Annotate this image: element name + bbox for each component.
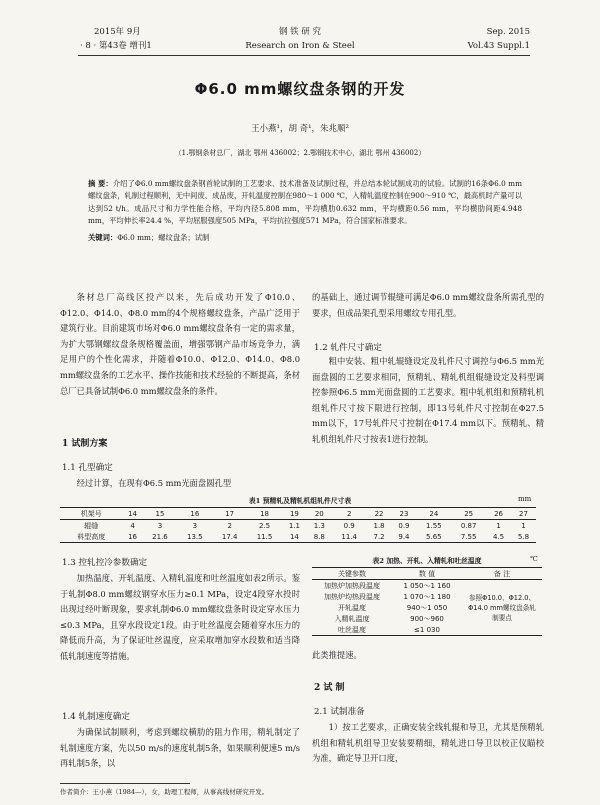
table1-header-cell: 25 [451,508,486,520]
table1-cell: 4.5 [486,531,511,543]
table1-header-cell: 14 [123,508,143,520]
table1-cell: 13.5 [177,531,212,543]
footnote: 作者简介：王小燕（1984—），女，助理工程师，从事高线材研究开发。 [60,788,269,796]
table-row [60,531,536,543]
table2-caption: 表2 加热、开轧、入精轧和吐丝温度 [372,557,482,565]
footnote-rule [60,783,190,784]
table1-unit: mm [518,495,532,503]
right-col-text1: 的基础上，通过调节辊缝可满足Φ6.0 mm螺纹盘条所需孔型的要求，但成品架孔型采用螺纹专用孔型。 [312,292,544,318]
table1-cell: 11.4 [332,531,367,543]
table2-cell: 900～960 [410,614,444,623]
table1-header-cell: 23 [392,508,417,520]
section-1-4-text: 为确保试制顺利，考虑到螺纹横肋的阻力作用，精轧制定了轧制速度方案，先以50 m/s的速度轧制5条，如果顺利便速5 m/s再轧制5条，以 [60,727,300,769]
table-row [312,580,542,592]
section-2-1-text: 1）按工艺要求，正确安装全线轧辊和导卫，尤其是预精轧机组和精轧机组导卫安装要精细，精轧进口导卫以校正仪瞄校为准，确定导卫开口度， [312,722,544,764]
abstract [88,178,522,228]
table1-caption: 表1 预精轧及精轧机组轧件尺寸表 [248,497,352,505]
paper-title: Φ6.0 mm螺纹盘条钢的开发 [194,80,406,98]
authors: 王小燕¹，胡 奇¹，朱兆顺² [251,124,349,134]
table1-header-cell: 19 [282,508,307,520]
header-date-en: Sep. 2015 [486,27,530,37]
table2 [312,567,542,636]
table1-header-cell: 机架号 [60,508,123,520]
table1-cell: 0.9 [343,521,355,530]
header-rule [78,55,530,56]
table2-cell: 1 070～1 180 [403,592,451,601]
table2-cell: 加热炉加热段温度 [324,581,380,590]
section-1-3-text: 加热温度、开轧温度、入精轧温度和吐丝温度如表2所示。鉴于轧制Φ8.0 mm螺纹钢穿水压力≥0.1 MPa，设定4段穿水投时出现过经叶断现象，要求轧制Φ6.0 mm螺纹盘条时设定穿水压力≤0.3 MPa，且穿水段设定1段。由于吐丝温度会随着穿水压力的降低而升高，为了保证吐丝温度，应采取增加穿水段数和适当降低轧制速度等措施。 [60,573,300,661]
table1-cell: 7.2 [367,531,392,543]
table1-cell: 17.4 [212,531,247,543]
table1-header-cell: 17 [212,508,247,520]
table1-cell: 1 [521,521,526,530]
table1-header-cell: 2 [332,508,367,520]
table2-cell: 吐丝温度 [312,624,392,636]
section-1-heading: 1 试制方案 [62,439,108,449]
table1-header-cell: 18 [247,508,282,520]
header-journal-en: Research on Iron & Steel [245,41,355,51]
table1 [60,507,536,543]
header-volume-cn: · 8 · 第43卷 增刊1 [80,41,152,51]
abstract-label: 摘 要： [88,179,113,188]
table1-cell: 0.87 [460,521,477,530]
section-1-2-heading: 1.2 轧件尺寸确定 [314,343,382,353]
table1-cell: 16 [123,531,143,543]
table1-cell: 1 [496,521,501,530]
table1-header-cell: 16 [177,508,212,520]
keywords-text: Φ6.0 mm；螺纹盘条；试制 [117,233,210,242]
table1-header-cell: 26 [486,508,511,520]
section-2-heading: 2 试 制 [314,683,345,693]
table2-header-cell: 数 值 [392,568,462,580]
section-1-2-text: 粗中安装、粗中轧辊缝设定及轧件尺寸调控与Φ6.5 mm光面盘圆的工艺要求相同，预精轧、精轧机组辊缝设定及料型调控参照Φ6.5 mm光面盘圆的工艺要求。粗中轧机组和预精轧机组轧件尺寸按下限进行控制，即13号轧件尺寸控制在Φ27.5 mm以下，17号轧件尺寸控制在Φ17.4 mm以下。预精轧、精轧机组轧件尺寸按表1进行控制。 [312,356,544,444]
intro-paragraph [60,290,300,399]
table1-cell: 1.1 [288,521,300,530]
table1-header-cell: 24 [416,508,451,520]
table2-cell: 1 050～1 160 [403,581,451,590]
table1-header-row [60,508,536,520]
table1-header-cell: 20 [307,508,332,520]
header-date: 2015年 9月 [94,27,141,37]
table1-header-cell: 22 [367,508,392,520]
table1-cell: 9.4 [392,531,417,543]
table1-cell: 8.8 [307,531,332,543]
table1-cell: 1.3 [313,521,325,530]
section-1-1-text: 经过计算，在现有Φ6.5 mm光面盘圆孔型 [76,478,232,488]
table1-cell: 11.5 [247,531,282,543]
table1-cell: 料型高度 [60,531,123,543]
table1-cell: 1.8 [373,521,385,530]
table1-cell: 辊缝 [84,521,99,530]
table1-cell: 3 [192,521,198,530]
table2-unit: ℃ [530,555,538,563]
table1-cell: 5.8 [511,531,536,543]
table1-cell: 2 [227,521,232,530]
table1-cell: 21.6 [143,531,178,543]
header-volume-en: Vol.43 Suppl.1 [467,41,530,51]
table1-cell: 7.55 [451,531,486,543]
keywords [88,233,522,243]
table1-cell: 3 [157,521,163,530]
table2-header-cell: 备 注 [462,568,542,580]
table-row [60,520,536,532]
table2-header-cell: 关键参数 [312,568,392,580]
table2-note: 参照Φ10.0、Φ12.0、Φ14.0 mm螺纹盘条轧制要点 [462,580,542,636]
table2-cell: 入精轧温度 [334,614,370,623]
section-1-3-heading: 1.3 控轧控冷参数确定 [62,558,148,568]
table1-header-cell: 27 [511,508,536,520]
intro-text: 条材总厂高线区投产以来，先后成功开发了Φ10.0、Φ12.0、Φ14.0、Φ8.0 mm的4个规格螺纹盘条，产品广泛用于建筑行业。目前建筑市场对Φ6.0 mm螺纹盘条有一定的需求量，为扩大鄂钢螺纹盘条规格覆盖面，增强鄂钢产品市场竞争力，满足用户的个性化需求，并随着Φ10.0、Φ12.0、Φ14.0、Φ8.0 mm螺纹盘条的工艺水平、操作技能和技术经验的不断提高，条材总厂已具备试制Φ6.0 mm螺纹盘条的条件。 [60,292,300,396]
keywords-label: 关键词： [88,233,118,242]
table1-cell: 0.9 [398,521,410,530]
abstract-text: 介绍了Φ6.0 mm螺纹盘条钢首轮试制的工艺要求、技术准备及试制过程，并总结本轮试制成功的试验。试制的16条Φ6.0 mm螺纹盘条，轧制过程顺利，无中间废、成品废，开轧温度控制在980～1 000 ℃，入精轧温度控制在900～910 ℃，最高机时产量可以达到52 t/h。成品尺寸和力学性能合格，平均内径5.808 mm，平均横肋0.632 mm，平均横距0.56 mm，平均横肋间距4.948 mm，平均伸长率24.4 %，平均屈服强度505 MPa，平均抗拉强度571 MPa，符合国家标准要求。 [88,179,522,226]
affiliation: （1.鄂钢条材总厂，湖北 鄂州 436002；2.鄂钢技术中心，湖北 鄂州 436002） [174,149,426,157]
table1-header-cell: 15 [143,508,178,520]
section-2-1-heading: 2.1 试制准备 [314,707,365,717]
table2-cell: 加热炉均热段温度 [324,592,380,601]
section-1-1-heading: 1.1 孔型确定 [62,463,113,473]
table1-cell: 2.5 [258,521,271,530]
table1-cell: 5.65 [416,531,451,543]
section-1-4-heading: 1.4 轧制速度确定 [62,712,130,722]
table1-cell: 14 [282,531,307,543]
table1-cell: 1.55 [426,521,442,530]
header-journal-cn: 钢 铁 研 究 [278,27,322,37]
table2-cell: 开轧温度 [338,603,366,612]
table2-cell: ≤1 030 [392,624,462,636]
table1-cell: 4 [130,521,135,530]
table2-header-row [312,568,542,580]
right-col-after-table2: 此类推提速。 [312,650,362,660]
table2-cell: 940～1 050 [406,603,448,612]
